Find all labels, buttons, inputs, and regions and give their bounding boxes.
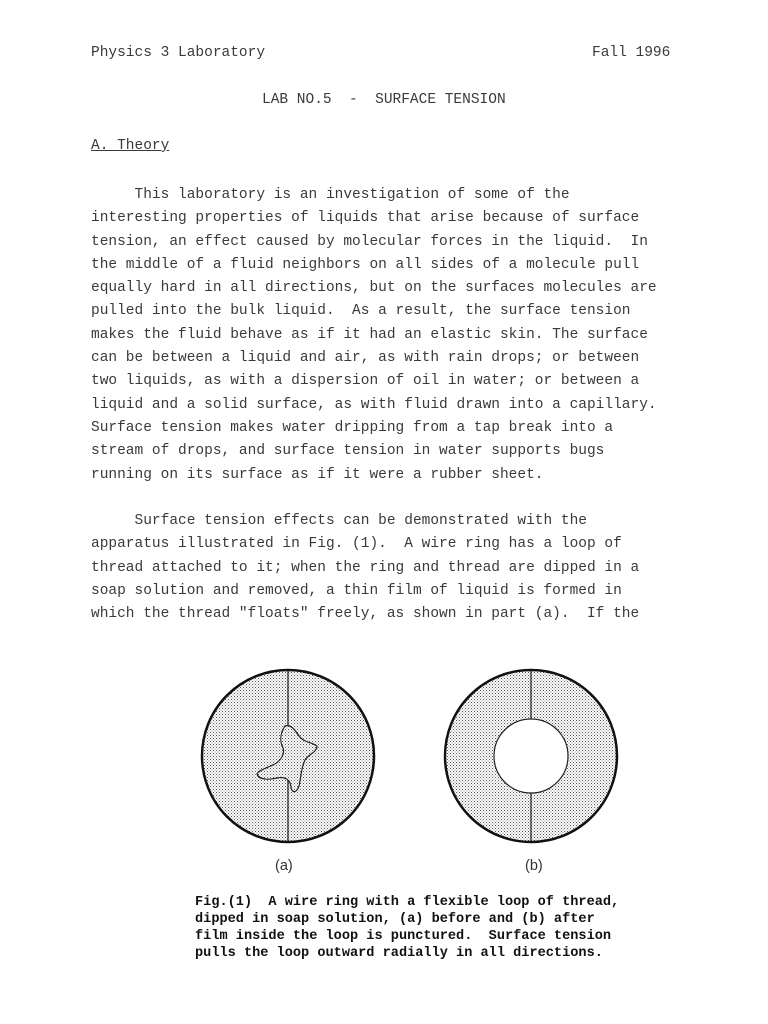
caption-line: Fig.(1) A wire ring with a flexible loop of thread, xyxy=(195,895,620,910)
caption-line: dipped in soap solution, (a) before and (b) after xyxy=(195,912,595,927)
lab-title: LAB NO.5 - SURFACE TENSION xyxy=(262,92,506,108)
caption-line: film inside the loop is punctured. Surface tension xyxy=(195,929,612,944)
paragraph-line: running on its surface as if it were a rubber sheet. xyxy=(91,466,544,483)
figure-label-a: (a) xyxy=(275,858,293,874)
paragraph-line: tension, an effect caused by molecular forces in the liquid. In xyxy=(91,233,648,250)
paragraph-line: which the thread "floats" freely, as shown in part (a). If the xyxy=(91,606,640,623)
paragraph-line: Surface tension effects can be demonstrated with the xyxy=(91,513,587,529)
figure-1-illustration xyxy=(195,660,635,860)
theory-paragraph-2 xyxy=(91,510,691,626)
paragraph-line: stream of drops, and surface tension in water supports bugs xyxy=(91,443,605,460)
paragraph-line: can be between a liquid and air, as with rain drops; or between xyxy=(91,350,640,367)
paragraph-line: thread attached to it; when the ring and thread are dipped in a xyxy=(91,559,640,576)
paragraph-line: pulled into the bulk liquid. As a result, the surface tension xyxy=(91,303,631,320)
section-heading: A. Theory xyxy=(91,138,170,154)
paragraph-line: two liquids, as with a dispersion of oil in water; or between a xyxy=(91,373,640,390)
paragraph-line: soap solution and removed, a thin film of liquid is formed in xyxy=(91,582,622,599)
paragraph-line: This laboratory is an investigation of some of the xyxy=(91,187,570,203)
ring-a xyxy=(202,668,374,844)
paragraph-line: Surface tension makes water dripping from a tap break into a xyxy=(91,419,614,436)
theory-paragraph-1 xyxy=(91,184,691,487)
caption-line: pulls the loop outward radially in all directions. xyxy=(195,946,603,961)
paragraph-line: apparatus illustrated in Fig. (1). A wire ring has a loop of xyxy=(91,536,622,553)
paragraph-line: equally hard in all directions, but on the surfaces molecules are xyxy=(91,280,657,297)
thread-loop-b xyxy=(494,719,568,793)
course-header: Physics 3 Laboratory xyxy=(91,45,266,61)
paragraph-line: makes the fluid behave as if it had an elastic skin. The surface xyxy=(91,326,648,343)
term-header: Fall 1996 xyxy=(592,45,671,61)
paragraph-line: interesting properties of liquids that arise because of surface xyxy=(91,210,640,227)
figure-caption xyxy=(195,894,695,962)
ring-b xyxy=(445,668,617,844)
paragraph-line: the middle of a fluid neighbors on all sides of a molecule pull xyxy=(91,256,640,273)
figure-label-b: (b) xyxy=(525,858,543,874)
paragraph-line: liquid and a solid surface, as with fluid drawn into a capillary. xyxy=(91,396,657,413)
